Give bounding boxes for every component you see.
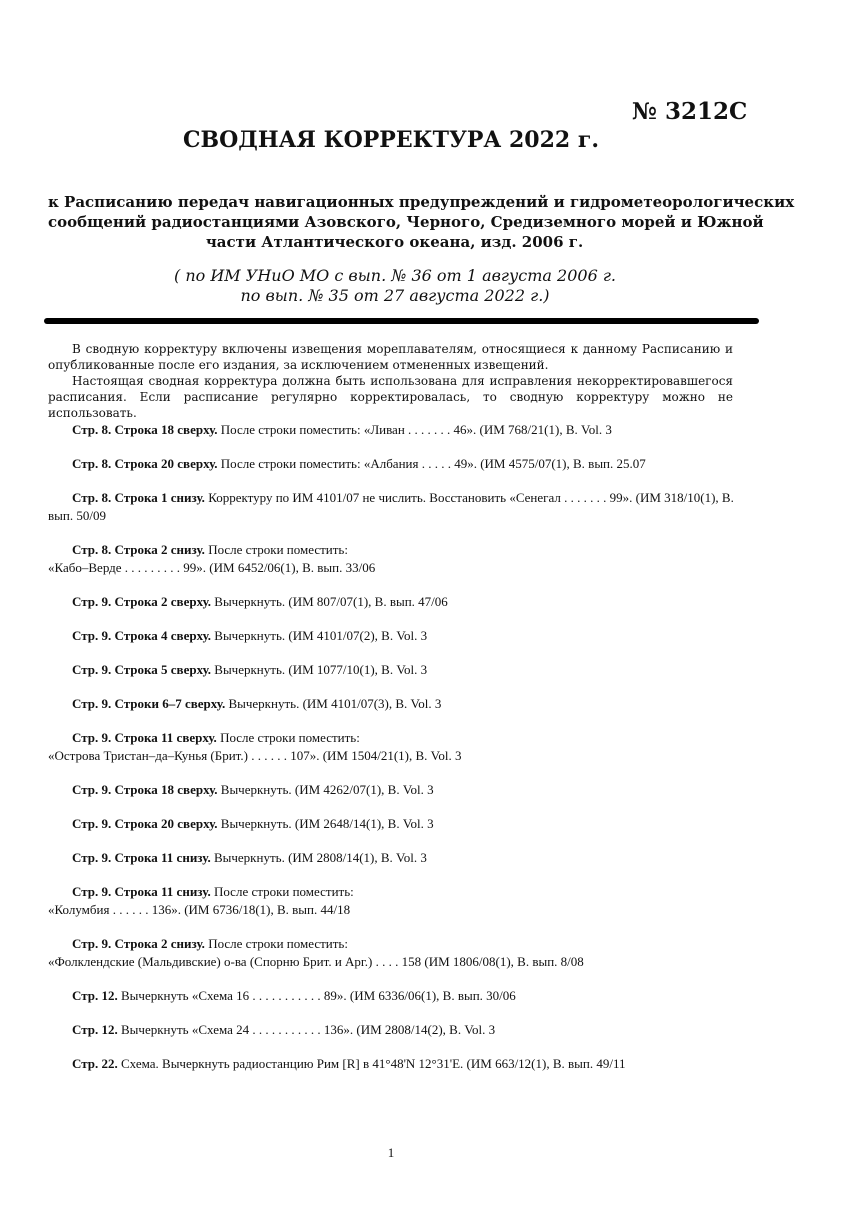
- entry-insert-text: «Кабо–Верде . . . . . . . . . 99». (ИМ 6452/06(1), В. вып. 33/06: [48, 560, 376, 575]
- entry-text: Вычеркнуть «Схема 24 . . . . . . . . . . . 136». (ИМ 2808/14(2), В. Vol. 3: [117, 1022, 496, 1037]
- entry-text: Вычеркнуть. (ИМ 807/07(1), В. вып. 47/06: [211, 594, 448, 609]
- entry-text: Вычеркнуть. (ИМ 2808/14(1), В. Vol. 3: [210, 850, 427, 865]
- source-note-line: ( по ИМ УНиО МО с вып. № 36 от 1 августа 2006 г.: [173, 266, 617, 285]
- entry-reference: Стр. 12.: [72, 988, 118, 1003]
- entry-reference: Стр. 9. Строки 6–7 сверху.: [72, 696, 226, 711]
- entry-text: Вычеркнуть. (ИМ 1077/10(1), В. Vol. 3: [211, 662, 428, 677]
- entry-text: После строки поместить:: [210, 884, 354, 899]
- entry-text: После строки поместить: «Албания . . . . . 49». (ИМ 4575/07(1), В. вып. 25.07: [217, 456, 646, 471]
- subtitle-line: к Расписанию передач навигационных предупреждений и гидрометеорологических: [48, 193, 795, 211]
- source-note-line: по вып. № 35 от 27 августа 2022 г.): [240, 286, 550, 305]
- correction-entry: [48, 627, 738, 645]
- entry-reference: Стр. 12.: [72, 1022, 118, 1037]
- correction-entry: [48, 455, 738, 473]
- correction-entry: [48, 935, 738, 971]
- entry-text: Вычеркнуть. (ИМ 2648/14(1), В. Vol. 3: [217, 816, 434, 831]
- entry-insert-text: «Колумбия . . . . . . 136». (ИМ 6736/18(1), В. вып. 44/18: [48, 902, 351, 917]
- document-title: СВОДНАЯ КОРРЕКТУРА 2022 г.: [182, 127, 599, 153]
- entry-text: После строки поместить: «Ливан . . . . . . . 46». (ИМ 768/21(1), В. Vol. 3: [217, 422, 612, 437]
- intro-paragraph: В сводную корректуру включены извещения мореплавателям, относящиеся к данному Расписанию и опубликованные после его издания, за исключением отмененных извещений.: [48, 342, 733, 372]
- entry-reference: Стр. 22.: [72, 1056, 118, 1071]
- entry-text: После строки поместить:: [216, 730, 360, 745]
- entry-reference: Стр. 9. Строка 5 сверху.: [72, 662, 212, 677]
- entry-text: После строки поместить:: [204, 542, 348, 557]
- subtitle-line: части Атлантического океана, изд. 2006 г.: [205, 233, 584, 251]
- entry-insert-text: «Фолклендские (Мальдивские) о-ва (Спорню Брит. и Арг.) . . . . 158 (ИМ 1806/08(1), В. вып. 8/08: [48, 954, 584, 969]
- document-number: № 3212С: [632, 98, 748, 125]
- entry-reference: Стр. 9. Строка 20 сверху.: [72, 816, 218, 831]
- entry-reference: Стр. 9. Строка 2 снизу.: [72, 936, 205, 951]
- entry-text: Вычеркнуть. (ИМ 4101/07(2), В. Vol. 3: [211, 628, 428, 643]
- entry-reference: Стр. 8. Строка 2 снизу.: [72, 542, 205, 557]
- header-divider: [44, 318, 759, 324]
- entry-insert-text: «Острова Тристан–да–Кунья (Брит.) . . . . . . 107». (ИМ 1504/21(1), В. Vol. 3: [48, 748, 462, 763]
- document-subtitle: [48, 192, 795, 252]
- page-number: 1: [387, 1145, 395, 1160]
- correction-entry: [48, 489, 738, 525]
- correction-entry: [48, 781, 738, 799]
- correction-entry: [48, 883, 738, 919]
- source-note: [170, 266, 620, 306]
- correction-entry: [48, 849, 738, 867]
- entry-text: Вычеркнуть. (ИМ 4262/07(1), В. Vol. 3: [217, 782, 434, 797]
- entry-text: Корректуру по ИМ 4101/07 не числить. Восстановить «Сенегал . . . . . . . 99». (ИМ 318/10(1), В. вып. 50/09: [48, 490, 734, 523]
- entry-text: Схема. Вычеркнуть радиостанцию Рим [R] в 41°48'N 12°31'E. (ИМ 663/12(1), В. вып. 49/11: [117, 1056, 626, 1071]
- correction-entry: [48, 421, 738, 439]
- entry-reference: Стр. 9. Строка 18 сверху.: [72, 782, 218, 797]
- subtitle-line: сообщений радиостанциями Азовского, Черного, Средиземного морей и Южной: [48, 213, 764, 231]
- correction-entry: [48, 815, 738, 833]
- entry-reference: Стр. 8. Строка 20 сверху.: [72, 456, 218, 471]
- entry-reference: Стр. 9. Строка 11 сверху.: [72, 730, 217, 745]
- correction-entry: [48, 661, 738, 679]
- correction-entry: [48, 541, 738, 577]
- correction-entry: [48, 1021, 738, 1039]
- entry-reference: Стр. 9. Строка 11 снизу.: [72, 884, 211, 899]
- correction-entry: [48, 987, 738, 1005]
- entry-text: Вычеркнуть. (ИМ 4101/07(3), В. Vol. 3: [225, 696, 442, 711]
- intro-text: [48, 341, 733, 421]
- entry-reference: Стр. 9. Строка 2 сверху.: [72, 594, 212, 609]
- intro-paragraph: Настоящая сводная корректура должна быть использована для исправления некорректировавшегося расписания. Если расписание регулярно корректировалась, то сводную корректуру можно не использовать.: [48, 374, 733, 420]
- entry-text: После строки поместить:: [204, 936, 348, 951]
- entry-text: Вычеркнуть «Схема 16 . . . . . . . . . . . 89». (ИМ 6336/06(1), В. вып. 30/06: [117, 988, 516, 1003]
- correction-entry: [48, 729, 738, 765]
- entry-reference: Стр. 8. Строка 1 снизу.: [72, 490, 205, 505]
- entry-reference: Стр. 9. Строка 11 снизу.: [72, 850, 211, 865]
- correction-entry: [48, 1055, 738, 1073]
- correction-entry: [48, 695, 738, 713]
- entry-reference: Стр. 8. Строка 18 сверху.: [72, 422, 218, 437]
- correction-entry: [48, 593, 738, 611]
- corrections-list: [48, 421, 738, 1089]
- entry-reference: Стр. 9. Строка 4 сверху.: [72, 628, 212, 643]
